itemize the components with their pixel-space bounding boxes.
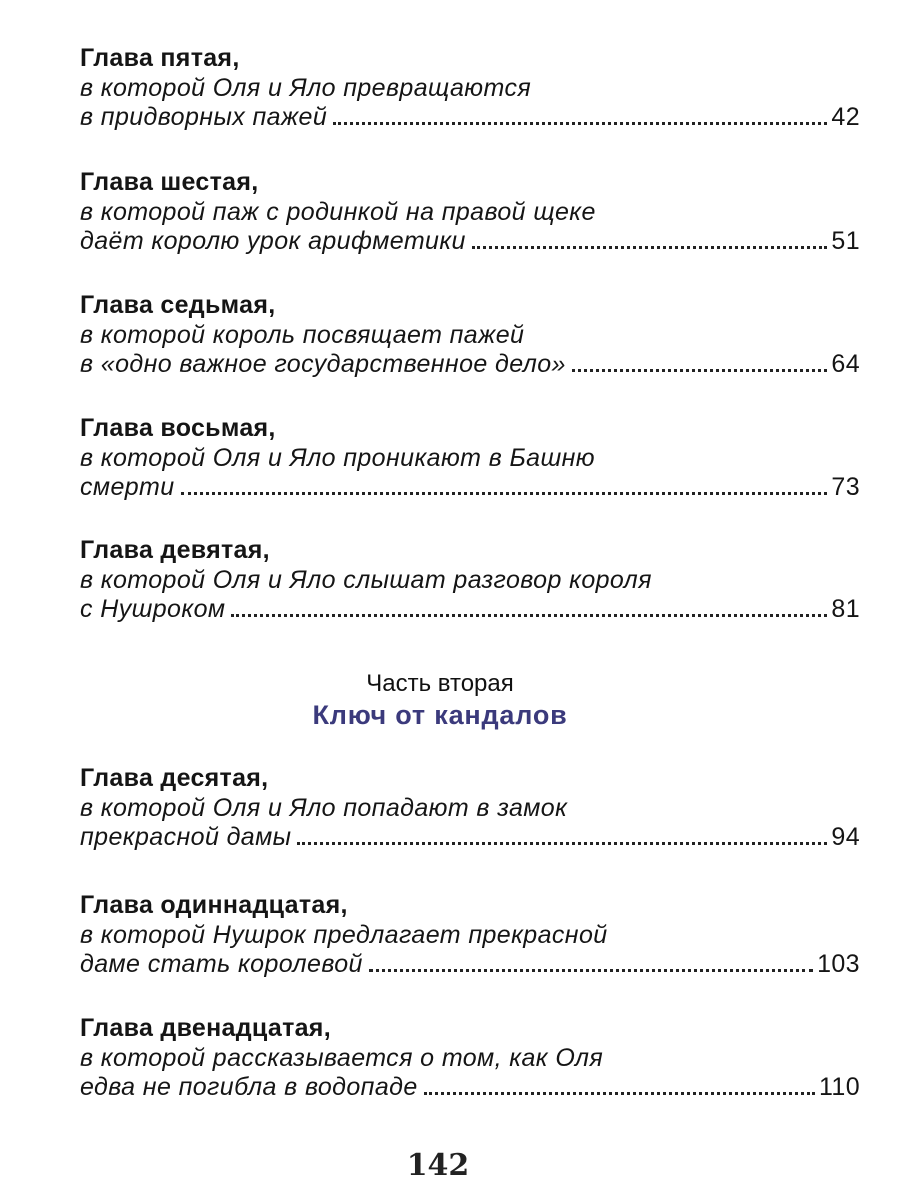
page-number: 142 [406,1148,470,1183]
chapter-subtitle-last-line: смерти [80,473,175,501]
part-label: Часть вторая [366,670,514,697]
chapter-subtitle-line: в которой паж с родинкой на правой щеке [80,198,596,226]
chapter-heading: Глава седьмая, [80,291,276,319]
chapter-heading: Глава пятая, [80,44,240,72]
dot-leader [424,1092,815,1095]
chapter-page-number: 103 [817,950,860,978]
chapter-subtitle-last-line: в придворных пажей [80,103,328,131]
dot-leader [472,246,828,249]
part-title: Ключ от кандалов [312,700,568,730]
chapter-subtitle-last-line: прекрасной дамы [80,823,292,851]
chapter-heading: Глава двенадцатая, [80,1014,331,1042]
chapter-subtitle-line: в которой рассказывается о том, как Оля [80,1044,604,1072]
toc-entry[interactable] [80,891,860,979]
dot-leader [181,492,828,495]
dot-leader [333,122,827,125]
chapter-page-number: 73 [831,473,860,501]
toc-entry[interactable] [80,168,860,256]
chapter-subtitle-line: в которой Оля и Яло попадают в замок [80,794,568,822]
dot-leader [572,369,828,372]
chapter-heading: Глава девятая, [80,536,270,564]
dot-leader [231,614,827,617]
toc-entry[interactable] [80,536,860,624]
toc-entry[interactable] [80,44,860,132]
chapter-subtitle-last-line: едва не погибла в водопаде [80,1073,418,1101]
chapter-page-number: 42 [831,103,860,131]
chapter-subtitle-last-line: даме стать королевой [80,950,363,978]
toc-entry[interactable] [80,1014,860,1102]
chapter-heading: Глава одиннадцатая, [80,891,348,919]
dot-leader [369,969,813,972]
toc-entry[interactable] [80,764,860,852]
chapter-page-number: 94 [831,823,860,851]
chapter-subtitle-line: в которой Оля и Яло слышат разговор короля [80,566,652,594]
dot-leader [297,842,827,845]
chapter-page-number: 51 [831,227,860,255]
chapter-heading: Глава шестая, [80,168,259,196]
chapter-subtitle-last-line: даёт королю урок арифметики [80,227,466,255]
chapter-subtitle-last-line: в «одно важное государственное дело» [80,350,566,378]
chapter-subtitle-line: в которой Оля и Яло проникают в Башню [80,444,595,472]
chapter-subtitle-line: в которой Нушрок предлагает прекрасной [80,921,608,949]
chapter-heading: Глава десятая, [80,764,269,792]
chapter-subtitle-line: в которой Оля и Яло превращаются [80,74,532,102]
toc-entry[interactable] [80,291,860,379]
chapter-page-number: 81 [831,595,860,623]
chapter-heading: Глава восьмая, [80,414,276,442]
chapter-page-number: 64 [831,350,860,378]
chapter-subtitle-line: в которой король посвящает пажей [80,321,525,349]
toc-entry[interactable] [80,414,860,502]
chapter-page-number: 110 [818,1073,860,1101]
chapter-subtitle-last-line: с Нушроком [80,595,226,623]
